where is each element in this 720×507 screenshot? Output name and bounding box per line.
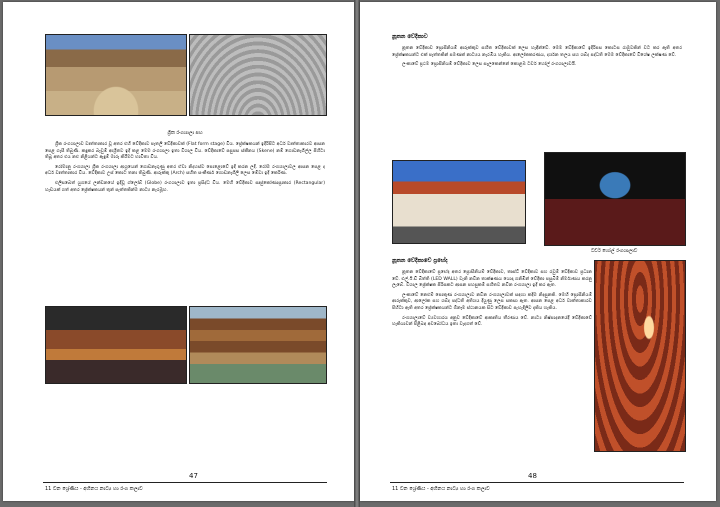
page-number: 48 [528, 472, 537, 480]
tower-hall-building-photo [392, 160, 526, 244]
right-text-block-1 [392, 46, 682, 72]
paragraph: ලංකාවේ නෙළුම් පොකුණ රංගශාලාව නවීන රංගශාලාවක් සඳහා කදිම නිදසුනකි. මෙහි ප්‍රොසීනියම් ආරුක්කුව, ආලෝක සහ ශබ්ද පද්ධති අතිශය දියුණු ලෙස සකසා ඇත. ආසන පෙළ අර්ධ වෘත්තාකාරව පිහිටා ඇති අතර ප්‍රේක්ෂකයන්ට ඕනෑම ස්ථානයක සිට වේදිකාව පැහැදිලිව දැකිය හැකිය. [392, 292, 592, 311]
modern-stage-heading: නූතන වේදිකාව [392, 34, 428, 40]
page-number: 47 [189, 472, 198, 480]
paragraph: රංගශාලාවේ ව්‍යවහාරය අනුව වේදිකාවේ ආකෘතිය තීරණය වේ. නාට්‍ය නිෂ්පාදනයේදී වේදිකාවේ හැකියාවන් පිළිබඳ අවබෝධය ඉතා වැදගත් වේ. [392, 315, 592, 328]
tower-hall-caption: ටවර් හෝල් රංගශාලාව [590, 249, 638, 254]
paragraph: නූතන වේදිකාව ප්‍රොසීනියම් ආරුක්කුව සහිත වේදිකාවක් ලෙස හැඳින්වේ. මෙම වේදිකාවේ ඉදිරිපස කොටස රාමුවකින් වට කර ඇති අතර ප්‍රේක්ෂකයන්ට එක් පැත්තකින් පමණක් නාට්‍යය නැරඹිය හැකිය. ආලෝකකරණය, දර්ශන තලය සහ ශබ්ද පද්ධති මෙම වේදිකාවේ විශේෂ ලක්ෂණ වේ. [392, 46, 682, 58]
globe-theatre-stage-photo [45, 306, 187, 384]
globe-theatre-galleries-photo [189, 306, 327, 384]
paragraph: ග්‍රීක රංගශාලාව වෘත්තාකාර වූ අතර එහි වේදිකාව පැතලි වේදිකාවක් (Flat form stage) විය. ප්‍රේක්ෂකයන් ඉදිරිපිට අර්ධ වෘත්තාකාරව ආසන පෙළ ගැසී තිබුණි. කඳුකර බෑවුම් ආශ්‍රිතව ඉදි කළ මෙම රංගශාලා ඉතා විශාල විය. වේදිකාවේ පසුපස ස්කීනය (Skene) නම් ගොඩනැගිල්ල පිහිටා තිබූ අතර එය නළු නිළියන්ට ඇඳුම් මාරු කිරීමට භාවිතා විය. [45, 142, 325, 161]
page-footer: 11 වන ශ්‍රේණිය - අභිනය නාට්‍ය හා රංග කලාව [392, 486, 490, 492]
concert-hall-photo [594, 260, 686, 452]
paragraph: ලංකාවේ ප්‍රථම ප්‍රොසීනියම් වේදිකාව ලෙස සැලකෙන්නේ කොළඹ ටවර් හෝල් රංගශාලාවයි. [402, 62, 577, 68]
left-page [3, 2, 354, 501]
right-page [360, 2, 716, 501]
paragraph: එලිසබෙත් යුගයේ ලන්ඩනයේ ඉදිවූ ග්ලෝබ් (Globe) රංගශාලාව ඉතා ප්‍රසිද්ධ විය. මෙහි වේදිකාව සෘජුකෝණාස්‍රාකාර (Rectangular) හැඩයක් ගත් අතර ප්‍රේක්ෂකයන් තුන් පැත්තකින්ම නාට්‍ය නැරඹූහ. [45, 180, 325, 193]
greek-theatre-caption: ග්‍රීක රංගශාලා පහ [167, 131, 203, 136]
amphitheatre-photo-right [189, 34, 327, 116]
right-text-block-2 [392, 270, 592, 332]
paragraph: රෝමානු රංගශාලා ග්‍රීක රංගශාලා ආශ්‍රයෙන් ගොඩනැගුණු අතර ඒවා නිදහස්ව පොළොවේ ඉදි කරන ලදී. රෝම රංගශාලාවල ආසන පෙළ ද අර්ධ වෘත්තාකාර විය. වේදිකාව උස් කොට තනා තිබුණි. ආරුක්කු (Arch) සහිත සංකීර්ණ ගොඩනැගිලි ලෙස මේවා ඉදි කෙරිණ. [45, 164, 325, 177]
theatre-interior-photo [544, 152, 686, 246]
amphitheatre-photo-left [45, 34, 187, 116]
footer-divider [390, 482, 684, 483]
footer-divider [43, 482, 327, 483]
left-text-block-1 [45, 142, 325, 197]
paragraph: නූතන වේදිකාවේ ප්‍රභේද අතර ප්‍රොසීනියම් වේදිකාව, තෘස්ට් වේදිකාව සහ රවුම් වේදිකාව ප්‍රධාන වේ. එල්.ඊ.ඩී බිත්ති (LED WALL) වැනි නවීන තාක්ෂණය යොදා ගනිමින් වේදිකා පසුබිම් නිර්මාණය කරනු ලැබේ. විශාල ප්‍රේක්ෂක පිරිසකට ආසන පහසුකම් සහිතව නවීන රංගශාලා ඉදි කර ඇත. [392, 270, 592, 289]
modern-stage-types-heading: නූතන වේදිකාවේ ප්‍රභේද [392, 258, 448, 264]
page-footer: 11 වන ශ්‍රේණිය - අභිනය නාට්‍ය හා රංග කලාව [45, 486, 143, 492]
